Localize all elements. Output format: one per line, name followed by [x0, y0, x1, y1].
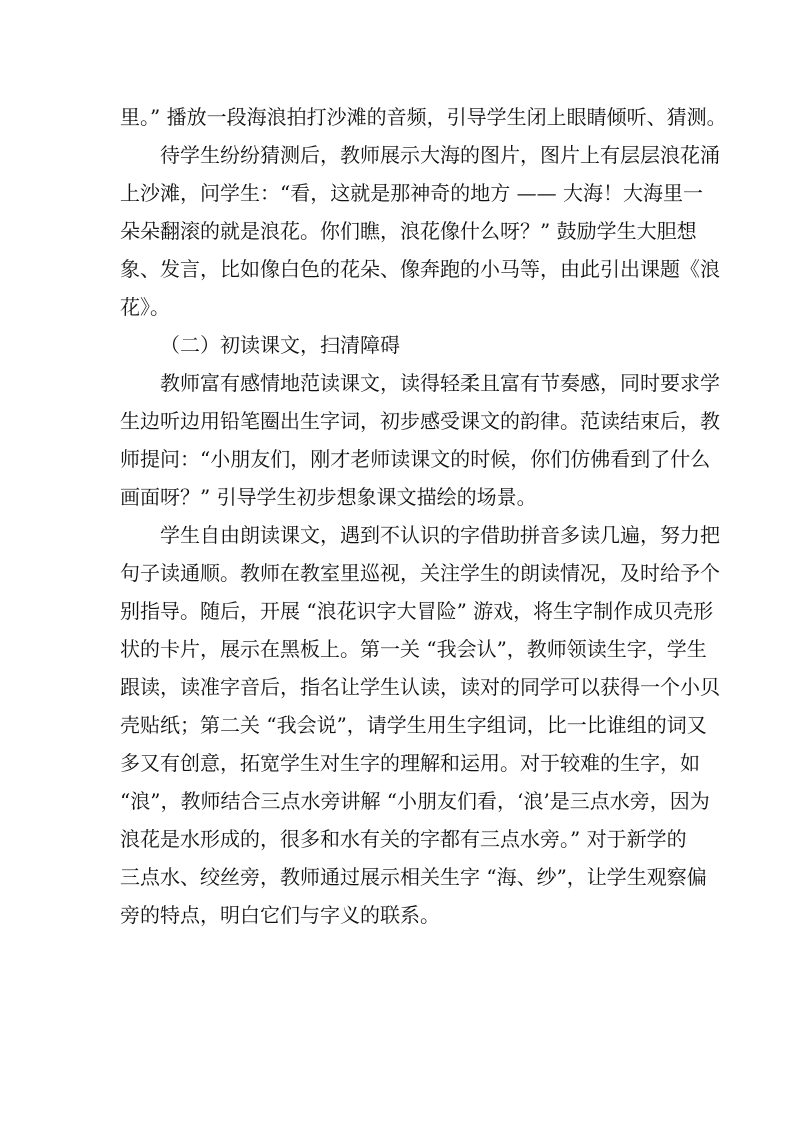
text-line: 三点水、绞丝旁，教师通过展示相关生字 “海、纱”，让学生观察偏	[120, 865, 707, 889]
text-line: 上沙滩，问学生：“看，这就是那神奇的地方 —— 大海！大海里一	[120, 181, 703, 205]
text-line: 画面呀？” 引导学生初步想象课文描绘的场景。	[120, 485, 537, 509]
text-line: 师提问：“小朋友们，刚才老师读课文的时候，你们仿佛看到了什么	[120, 447, 711, 471]
text-line: 花》。	[120, 295, 170, 319]
text-line: 句子读通顺。教师在教室里巡视，关注学生的朗读情况，及时给予个	[120, 561, 720, 585]
paragraph-intro-image	[120, 136, 720, 326]
text-line: 象、发言，比如像白色的花朵、像奔跑的小马等，由此引出课题《浪	[120, 257, 720, 281]
paragraph-continuation	[120, 98, 727, 136]
text-line: 生边听边用铅笔圈出生字词，初步感受课文的韵律。范读结束后，教	[120, 409, 720, 433]
text-line: 别指导。随后，开展 “浪花识字大冒险” 游戏，将生字制作成贝壳形	[120, 599, 714, 623]
text-line: 旁的特点，明白它们与字义的联系。	[120, 903, 440, 927]
text-line: 多又有创意，拓宽学生对生字的理解和运用。对于较难的生字，如	[120, 751, 700, 775]
text-line: 待学生纷纷猜测后，教师展示大海的图片，图片上有层层浪花涌	[160, 143, 720, 167]
text-line: “浪”，教师结合三点水旁讲解 “小朋友们看，‘浪’是三点水旁，因为	[120, 789, 710, 813]
paragraph-model-reading	[120, 364, 720, 516]
section-heading: （二）初读课文，扫清障碍	[160, 333, 400, 357]
text-line: 教师富有感情地范读课文，读得轻柔且富有节奏感，同时要求学	[160, 371, 720, 395]
text-line: 浪花是水形成的，很多和水有关的字都有三点水旁。” 对于新学的	[120, 827, 687, 851]
text-line: 壳贴纸；第二关 “我会说”，请学生用生字组词，比一比谁组的词又	[120, 713, 707, 737]
document-body	[120, 98, 727, 934]
text-line: 状的卡片，展示在黑板上。第一关 “我会认”，教师领读生字，学生	[120, 637, 707, 661]
text-line: 学生自由朗读课文，遇到不认识的字借助拼音多读几遍，努力把	[160, 523, 720, 547]
paragraph-free-reading	[120, 516, 720, 934]
text-line: 里。” 播放一段海浪拍打沙滩的音频，引导学生闭上眼睛倾听、猜测。	[120, 105, 727, 129]
text-line: 朵朵翻滚的就是浪花。你们瞧，浪花像什么呀？” 鼓励学生大胆想	[120, 219, 697, 243]
text-line: 跟读，读准字音后，指名让学生认读，读对的同学可以获得一个小贝	[120, 675, 720, 699]
